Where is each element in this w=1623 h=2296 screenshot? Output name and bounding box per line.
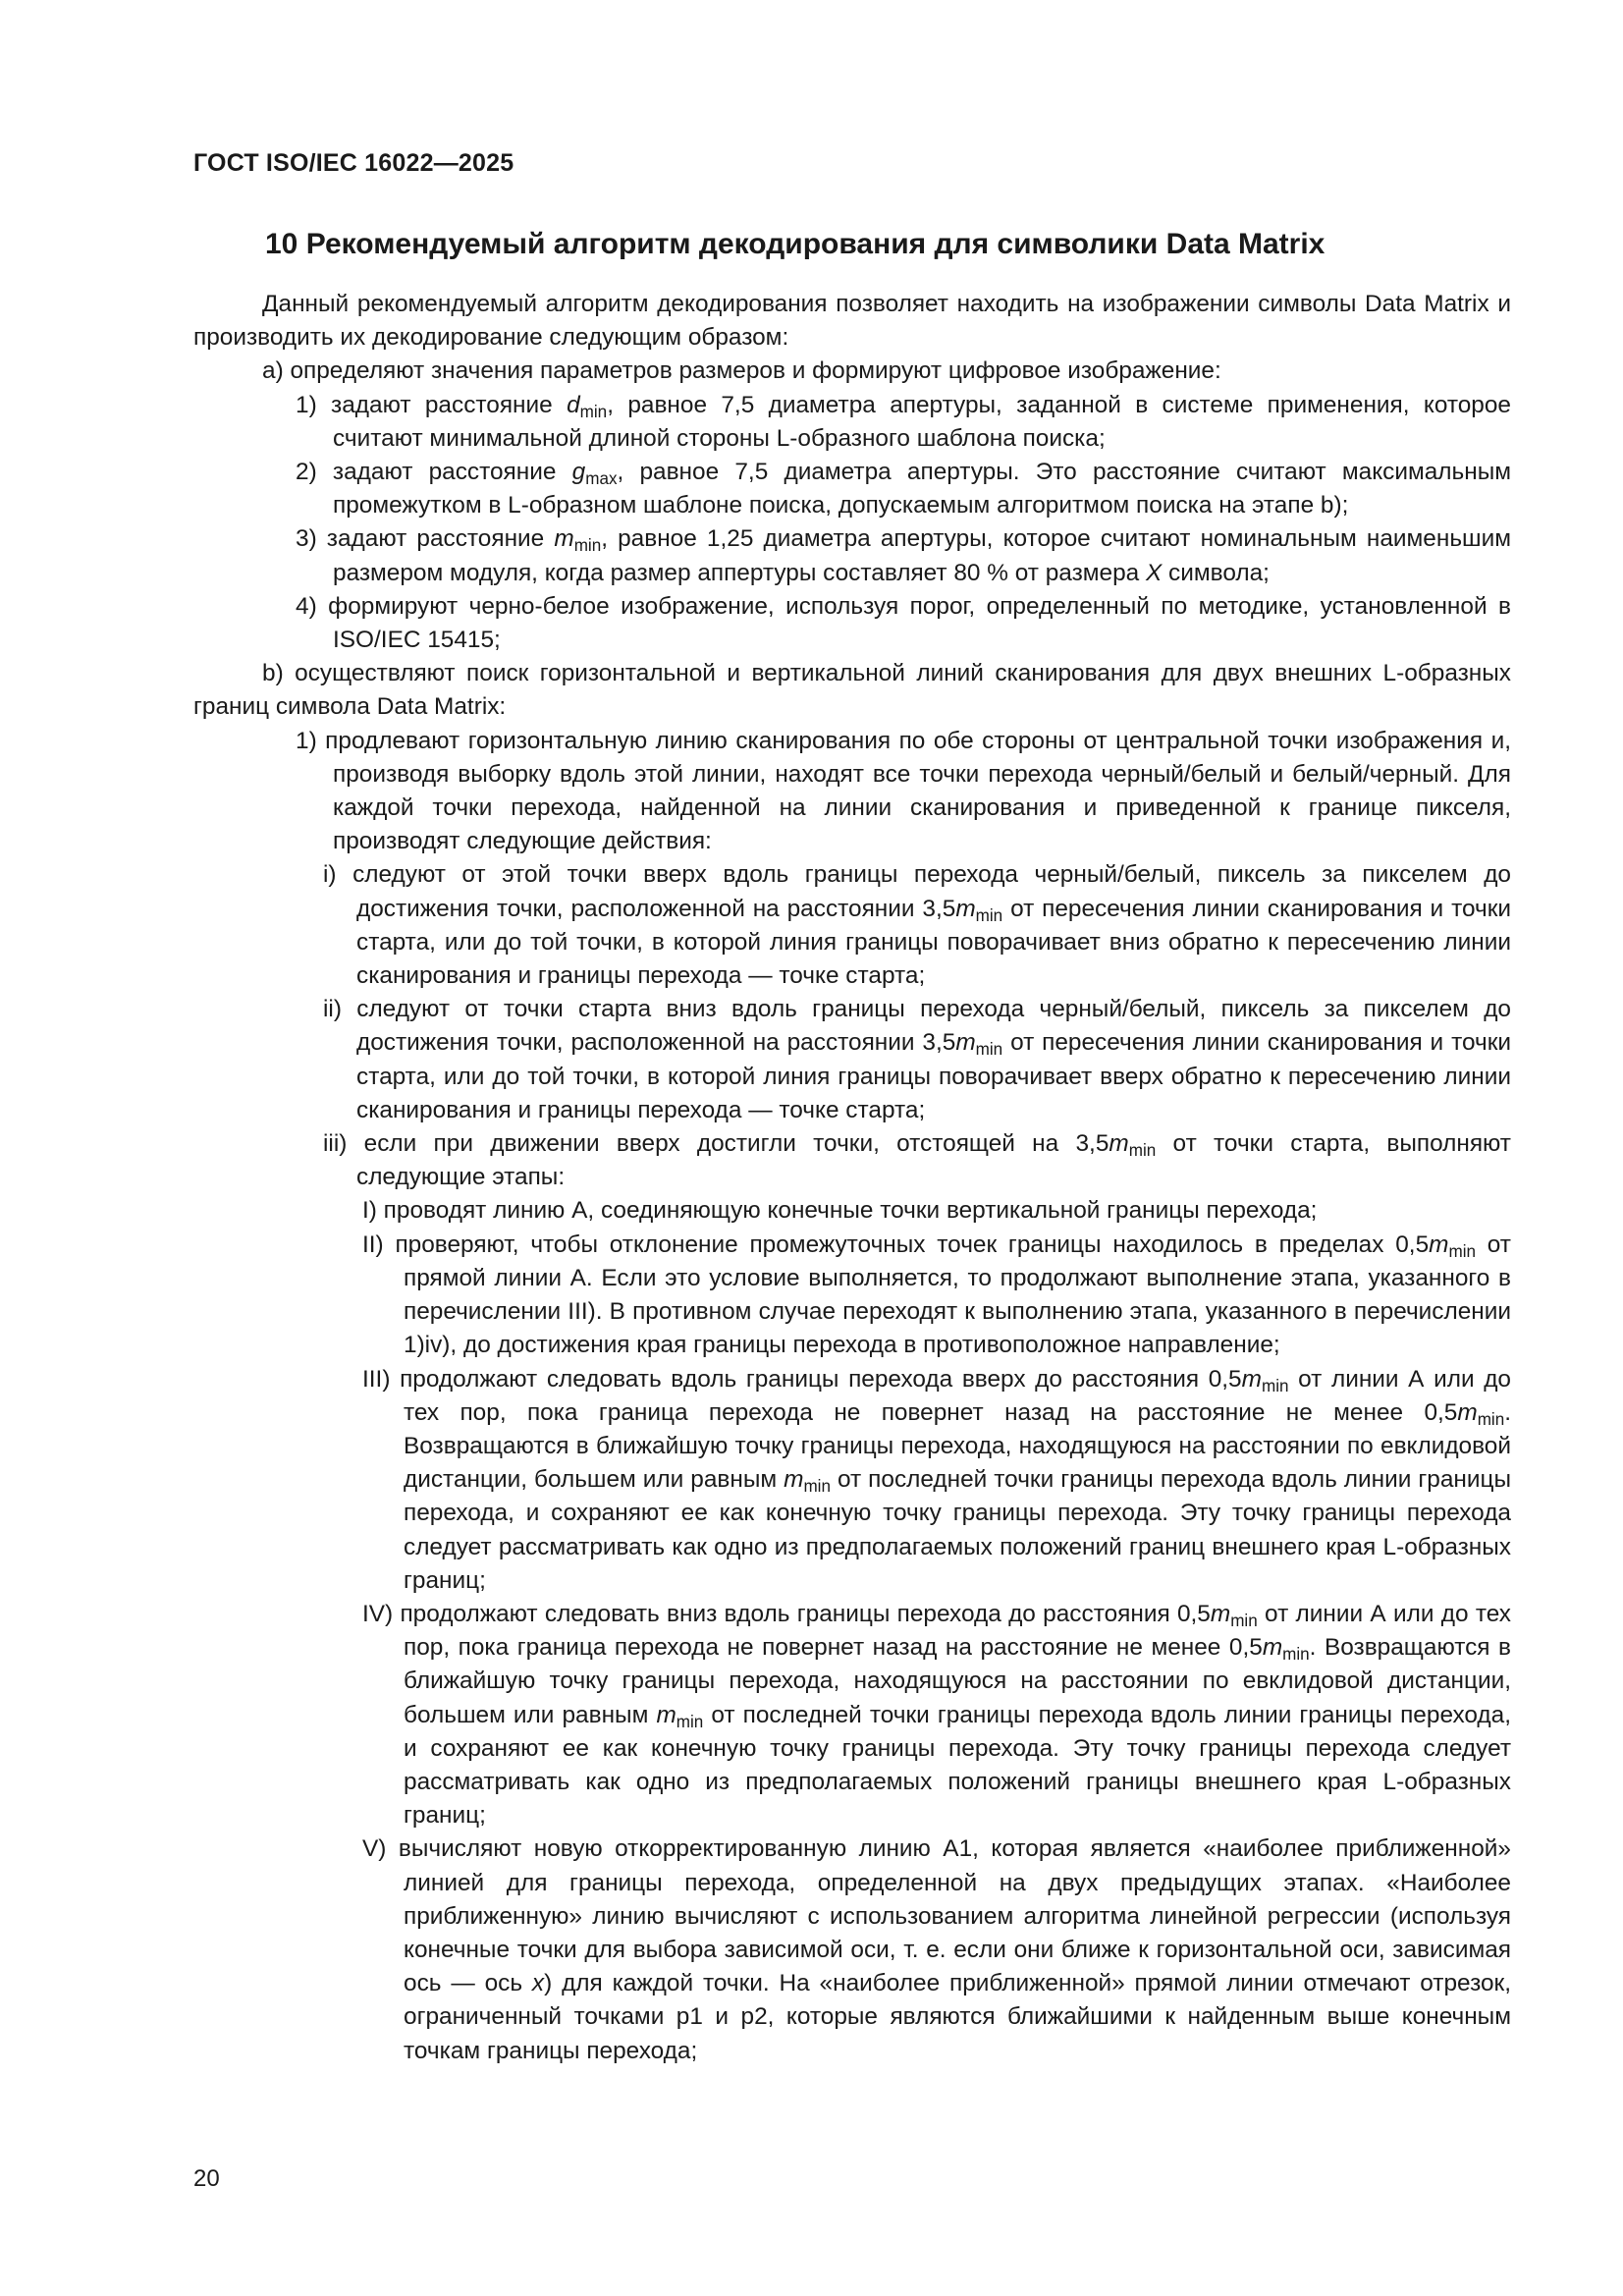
- list-item-b1: 1) продлевают горизонтальную линию сканирования по обе стороны от центральной точки изображения и, производя выборку вдоль этой линии, находят все точки перехода черный/белый и белый/черный. Для каждой точки перехода, найденной на линии сканирования и приведенной к границе пикселя, производят следующие действия:: [296, 727, 1511, 855]
- document-header: ГОСТ ISO/IEC 16022—2025: [193, 149, 514, 177]
- list-item-b1-i: i) следуют от этой точки вверх вдоль границы перехода черный/белый, пиксель за пикселем до достижения точки, расположенной на расстоянии $3,5m_{min}$ от пересечения линии сканирования и точки старта, или до той точки, в которой линия границы поворачивает вниз обратно к пересечению линии сканирования и границы перехода — точке старта;: [323, 861, 1511, 990]
- document-body: [193, 288, 1511, 2068]
- list-item-step-III: III) продолжают следовать вдоль границы перехода вверх до расстояния $0,5m_{min}$ от линии А или до тех пор, пока граница перехода не повернет назад на расстояние не менее $0,5m_{min}$. Возвращаются в ближайшую точку границы перехода, находящуюся на расстоянии по евклидовой дистанции, большем или равным $m_{min}$ от последней точки границы перехода вдоль линии границы перехода, и сохраняют ее как конечную точку границы перехода. Эту точку границы перехода следует рассматривать как одно из предполагаемых положений границ внешнего края L-образных границ;: [362, 1365, 1511, 1594]
- page-number: 20: [193, 2165, 220, 2192]
- list-item-b1-iii: iii) если при движении вверх достигли точки, отстоящей на $3,5m_{min}$ от точки старта, выполняют следующие этапы:: [323, 1130, 1511, 1191]
- list-item-step-II: II) проверяют, чтобы отклонение промежуточных точек границы находилось в пределах $0,5m_{min}$ от прямой линии А. Если это условие выполняется, то продолжают выполнение этапа, указанного в перечислении III). В противном случае переходят к выполнению этапа, указанного в перечислении 1)iv), до достижения края границы перехода в противоположное направление;: [362, 1230, 1511, 1359]
- section-title: 10 Рекомендуемый алгоритм декодирования для символики Data Matrix: [265, 228, 1325, 260]
- list-item-a4: 4) формируют черно-белое изображение, используя порог, определенный по методике, установленной в ISO/IEC 15415;: [296, 592, 1511, 654]
- list-item-b1-ii: ii) следуют от точки старта вниз вдоль границы перехода черный/белый, пиксель за пикселем до достижения точки, расположенной на расстоянии $3,5m_{min}$ от пересечения линии сканирования и точки старта, или до той точки, в которой линия границы поворачивает вверх обратно к пересечению линии сканирования и границы перехода — точке старта;: [323, 996, 1511, 1123]
- list-item-a2: 2) задают расстояние $g_{max}$, равное 7,5 диаметра апертуры. Это расстояние считают максимальным промежутком в L-образном шаблоне поиска, допускаемым алгоритмом поиска на этапе b);: [296, 459, 1511, 519]
- list-item-step-V: V) вычисляют новую откорректированную линию А1, которая является «наиболее приближенной» линией для границы перехода, определенной на двух предыдущих этапах. «Наиболее приближенную» линию вычисляют с использованием алгоритма линейной регрессии (используя конечные точки для выбора зависимой оси, т. е. если они ближе к горизонтальной оси, зависимая ось — ось x) для каждой точки. На «наиболее приближенной» прямой линии отмечают отрезок, ограниченный точками p1 и p2, которые являются ближайшими к найденным выше конечным точкам границы перехода;: [362, 1835, 1511, 2064]
- list-item-step-I: I) проводят линию А, соединяющую конечные точки вертикальной границы перехода;: [362, 1197, 1318, 1225]
- list-item-step-IV: IV) продолжают следовать вниз вдоль границы перехода до расстояния $0,5m_{min}$ от линии А или до тех пор, пока граница перехода не повернет назад на расстояние не менее $0,5m_{min}$. Возвращаются в ближайшую точку границы перехода, находящуюся на расстоянии по евклидовой дистанции, большем или равным $m_{min}$ от последней точки границы перехода вдоль линии границы перехода, и сохраняют ее как конечную точку границы перехода. Эту точку границы перехода следует рассматривать как одно из предполагаемых положений границы внешнего края L-образных границ;: [362, 1600, 1511, 1830]
- list-item-a1: 1) задают расстояние $d_{min}$, равное 7,5 диаметра апертуры, заданной в системе применения, которое считают минимальной длиной стороны L-образного шаблона поиска;: [296, 391, 1512, 452]
- list-item-b: b) осуществляют поиск горизонтальной и вертикальной линий сканирования для двух внешних L-образных границ символа Data Matrix:: [193, 660, 1511, 721]
- list-item-a: а) определяют значения параметров размеров и формируют цифровое изображение:: [262, 357, 1221, 385]
- list-item-a3: 3) задают расстояние $m_{min}$, равное 1,25 диаметра апертуры, которое считают номинальным наименьшим размером модуля, когда размер аппертуры составляет 80 % от размера X символа;: [296, 525, 1511, 586]
- intro-paragraph: Данный рекомендуемый алгоритм декодирования позволяет находить на изображении символы Data Matrix и производить их декодирование следующим образом:: [193, 291, 1511, 352]
